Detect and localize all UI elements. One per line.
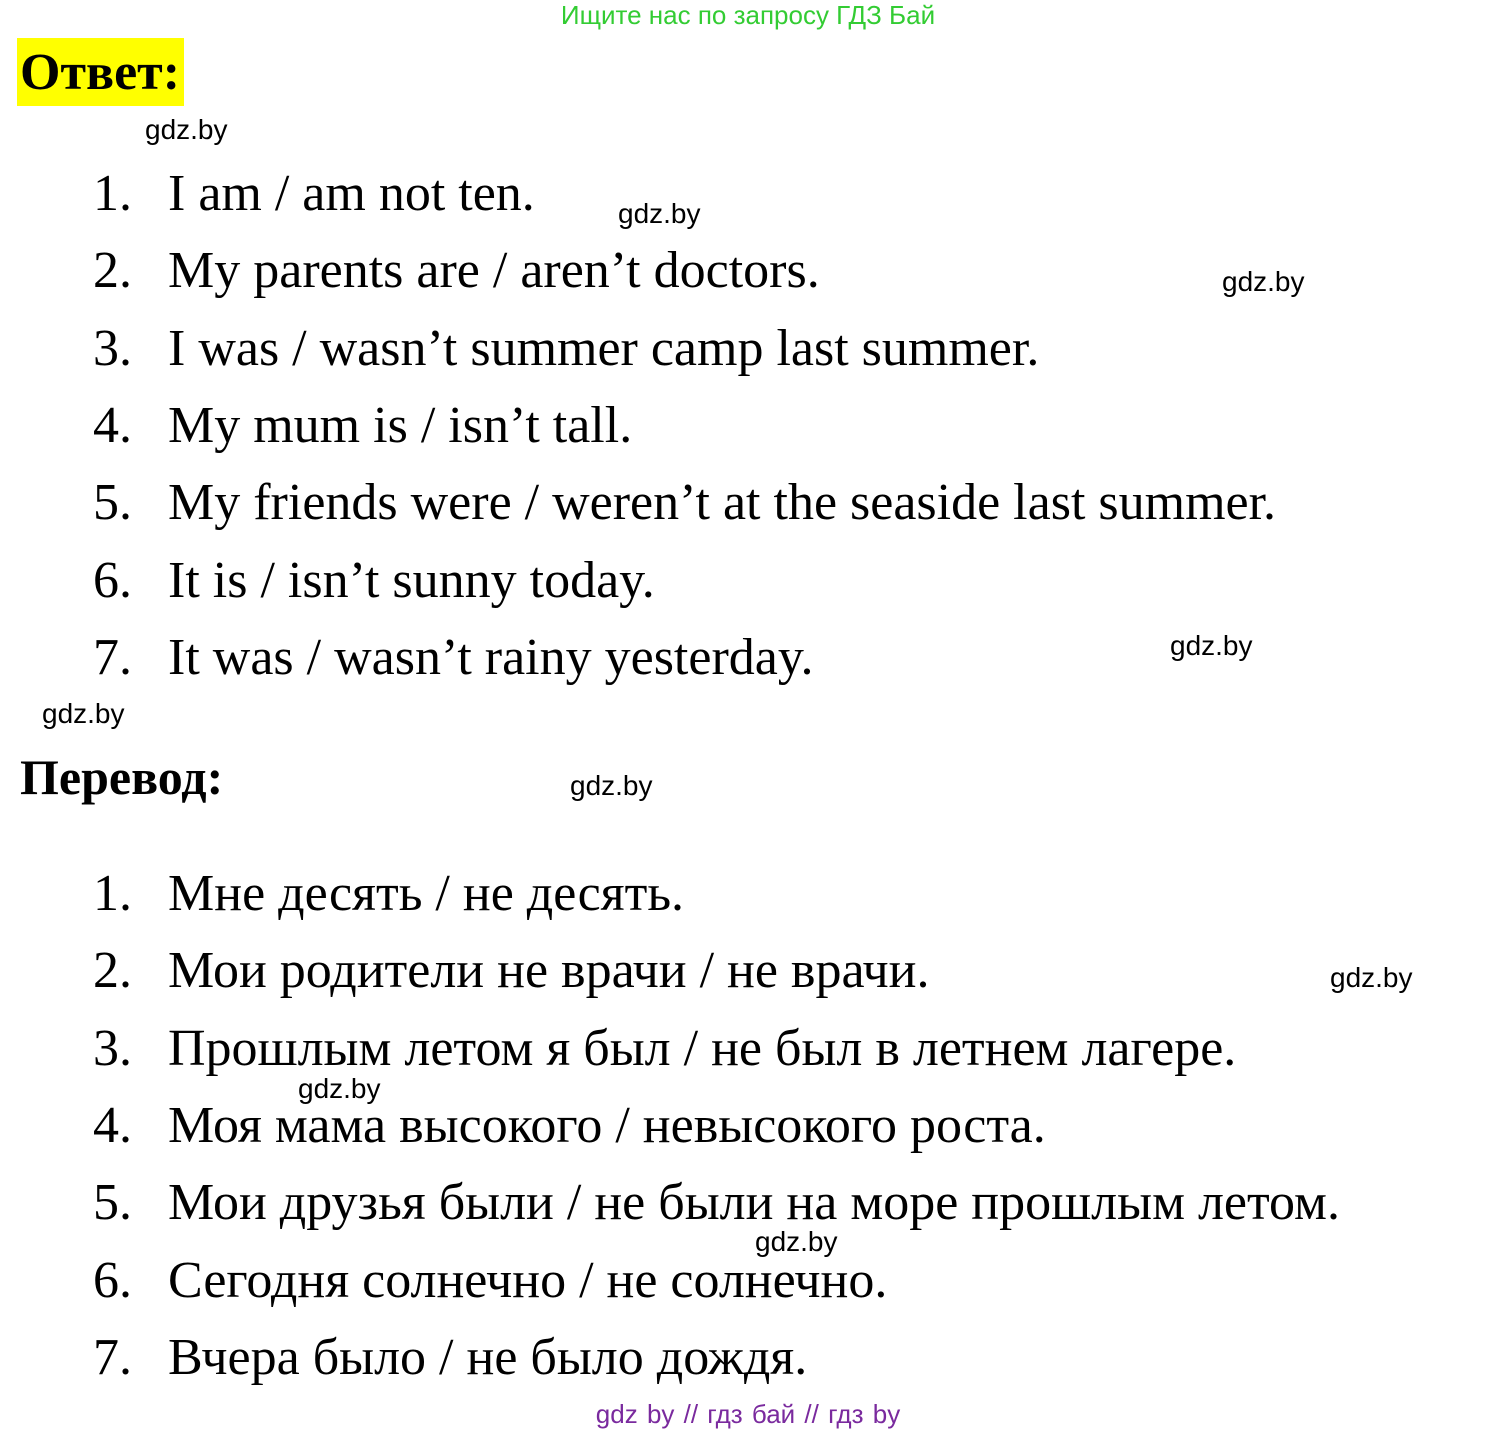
item-text: My parents are / aren’t doctors. xyxy=(168,242,820,299)
item-number: 2. xyxy=(93,942,132,999)
item-text: I am / am not ten. xyxy=(168,165,535,222)
watermark: gdz.by xyxy=(1222,266,1305,297)
item-text: It was / wasn’t rainy yesterday. xyxy=(168,629,814,686)
item-text: My friends were / weren’t at the seaside last summer. xyxy=(168,474,1277,531)
watermark: gdz.by xyxy=(755,1226,838,1257)
item-text: Прошлым летом я был / не был в летнем лагере. xyxy=(168,1020,1237,1077)
item-number: 4. xyxy=(93,1097,132,1154)
watermark: gdz.by xyxy=(298,1073,381,1104)
item-number: 2. xyxy=(93,242,132,299)
watermark: gdz.by xyxy=(570,770,653,801)
item-number: 5. xyxy=(93,1174,132,1231)
item-text: Сегодня солнечно / не солнечно. xyxy=(168,1252,888,1309)
item-number: 7. xyxy=(93,629,132,686)
item-number: 5. xyxy=(93,474,132,531)
watermark: gdz.by xyxy=(1330,962,1413,993)
item-number: 7. xyxy=(93,1329,132,1386)
item-number: 6. xyxy=(93,552,132,609)
footer-watermark: gdz by // гдз бай // гдз by xyxy=(595,1399,901,1429)
watermark: gdz.by xyxy=(42,698,125,729)
answer-heading: Ответ: xyxy=(17,38,184,106)
item-text: Моя мама высокого / невысокого роста. xyxy=(168,1097,1046,1154)
item-number: 1. xyxy=(93,165,132,222)
item-text: I was / wasn’t summer camp last summer. xyxy=(168,320,1040,377)
item-text: It is / isn’t sunny today. xyxy=(168,552,655,609)
watermark: gdz.by xyxy=(145,114,228,145)
translation-heading: Перевод: xyxy=(20,749,224,805)
item-text: Мои друзья были / не были на море прошлым летом. xyxy=(168,1174,1340,1231)
watermark: gdz.by xyxy=(1170,630,1253,661)
item-number: 6. xyxy=(93,1252,132,1309)
item-number: 3. xyxy=(93,1020,132,1077)
item-number: 1. xyxy=(93,865,132,922)
watermark: gdz.by xyxy=(618,198,701,229)
item-text: My mum is / isn’t tall. xyxy=(168,397,633,454)
item-text: Мне десять / не десять. xyxy=(168,865,685,922)
item-number: 3. xyxy=(93,320,132,377)
item-text: Вчера было / не было дождя. xyxy=(168,1329,808,1386)
item-number: 4. xyxy=(93,397,132,454)
top-banner: Ищите нас по запросу ГДЗ Бай xyxy=(560,0,936,30)
item-text: Мои родители не врачи / не врачи. xyxy=(168,942,930,999)
